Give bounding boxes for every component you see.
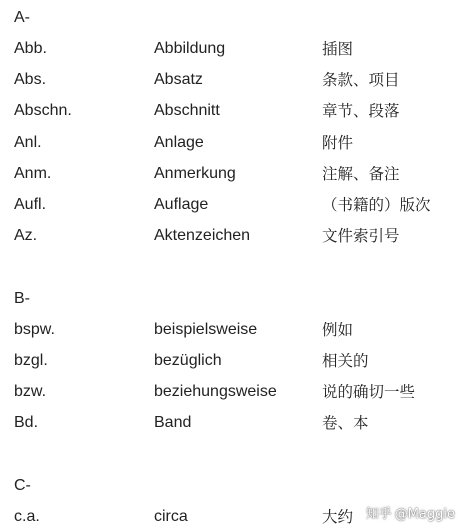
section-heading-a: A- [14, 9, 30, 26]
abbreviation: Anl. [14, 134, 42, 151]
chinese-meaning: 卷、本 [322, 414, 369, 432]
table-row [0, 99, 464, 123]
chinese-meaning: 例如 [322, 321, 354, 339]
german-term: circa [154, 508, 188, 525]
abbreviation: bzw. [14, 383, 47, 400]
chinese-meaning: 相关的 [322, 352, 369, 370]
german-term: beziehungsweise [154, 383, 277, 400]
chinese-meaning: 附件 [322, 134, 354, 152]
german-term: Abschnitt [154, 102, 220, 119]
table-row [0, 162, 464, 186]
german-term: Band [154, 414, 192, 431]
chinese-meaning: 说的确切一些 [322, 383, 416, 401]
german-term: Anmerkung [154, 165, 236, 182]
table-row [0, 131, 464, 155]
chinese-meaning: （书籍的）版次 [322, 196, 431, 214]
watermark-site: 知乎 [365, 507, 392, 522]
abbreviation: Az. [14, 227, 38, 244]
german-term: Auflage [154, 196, 209, 213]
abbreviation: bzgl. [14, 352, 48, 369]
section-heading-c: C- [14, 477, 31, 494]
table-row [0, 68, 464, 92]
abbreviation: Abschn. [14, 102, 72, 119]
section-heading-b: B- [14, 290, 30, 307]
abbreviation: Anm. [14, 165, 52, 182]
abbreviation: Abs. [14, 71, 47, 88]
abbreviation: Abb. [14, 40, 47, 57]
table-row [0, 411, 464, 435]
chinese-meaning: 条款、项目 [322, 71, 400, 89]
watermark [366, 504, 455, 526]
table-row [0, 193, 464, 217]
chinese-meaning: 大约 [322, 508, 354, 526]
german-term: bezüglich [154, 352, 222, 369]
german-term: beispielsweise [154, 321, 258, 338]
abbreviation: bspw. [14, 321, 55, 338]
chinese-meaning: 插图 [322, 40, 354, 58]
german-term: Anlage [154, 134, 204, 151]
chinese-meaning: 注解、备注 [322, 165, 400, 183]
chinese-meaning: 章节、段落 [322, 102, 400, 120]
abbreviation: c.a. [14, 508, 40, 525]
german-term: Absatz [154, 71, 203, 88]
german-term: Abbildung [154, 40, 226, 57]
watermark-author: @Maggie [394, 507, 455, 522]
table-row [0, 37, 464, 61]
table-row [0, 318, 464, 342]
abbreviation: Bd. [14, 414, 39, 431]
table-row [0, 349, 464, 373]
table-row [0, 380, 464, 404]
german-term: Aktenzeichen [154, 227, 251, 244]
abbreviation: Aufl. [14, 196, 47, 213]
chinese-meaning: 文件索引号 [322, 227, 400, 245]
table-row [0, 224, 464, 248]
